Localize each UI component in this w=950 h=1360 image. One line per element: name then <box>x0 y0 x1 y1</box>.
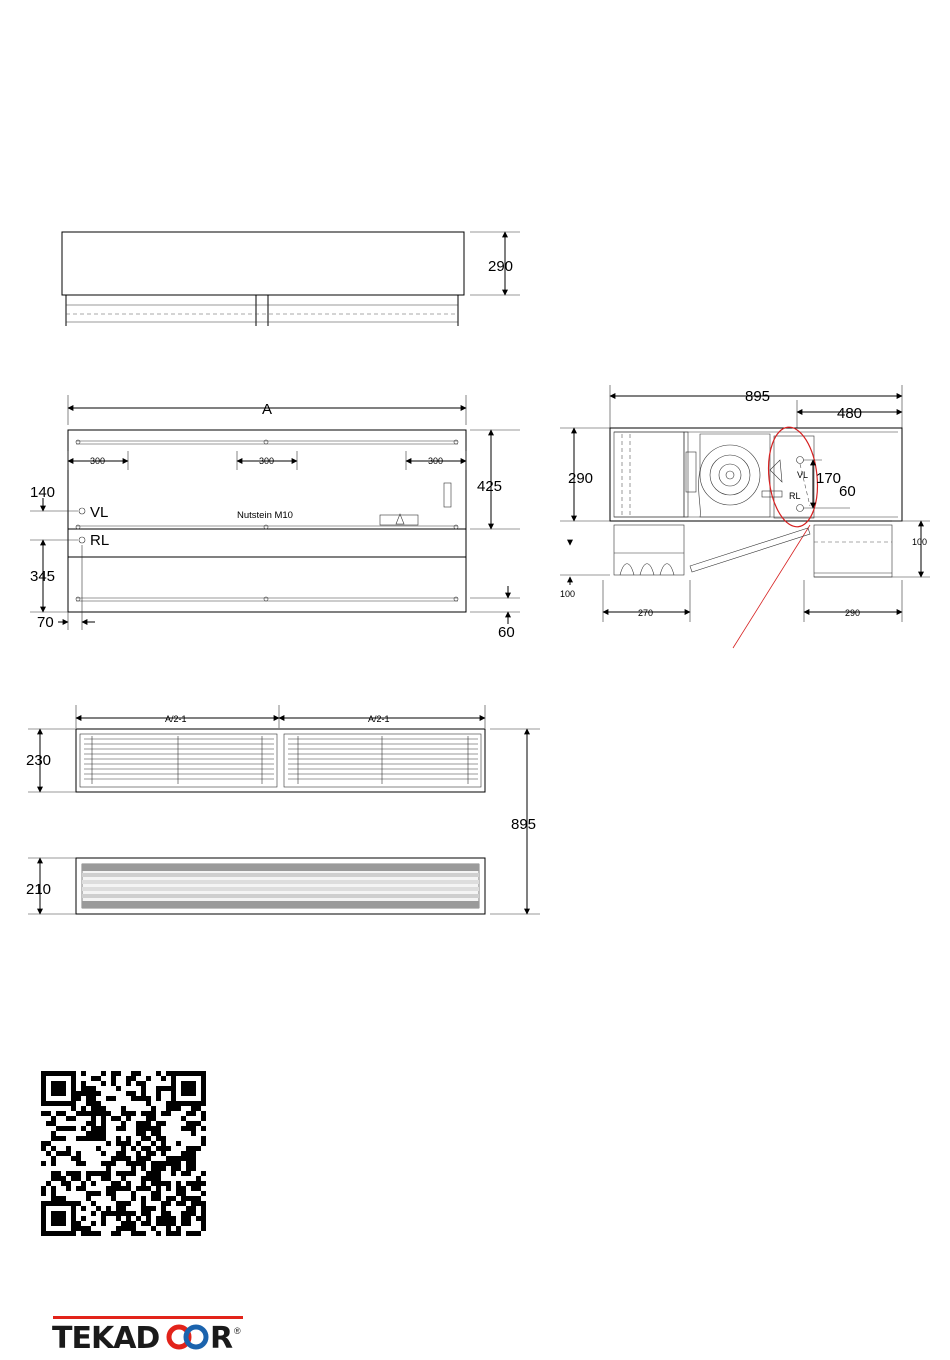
highlight-leader <box>733 525 810 648</box>
section-right-dim: 480 <box>837 405 863 422</box>
grille-half-right-dim: A/2-1 <box>368 714 390 724</box>
pipe-offset-dim: 60 <box>839 483 856 500</box>
plan-view <box>30 395 520 641</box>
rl-offset-dim: 345 <box>30 568 56 585</box>
logo-top-bar <box>53 1316 243 1319</box>
spacing-right-dim: 300 <box>428 456 444 466</box>
front-height-dim: 290 <box>488 258 514 275</box>
grille-total-height-dim: 895 <box>511 816 537 833</box>
upper-grille-height-dim: 230 <box>26 752 52 769</box>
plan-width-dim: A <box>262 401 273 418</box>
section-view <box>560 385 930 648</box>
pipe-distance-dim: 170 <box>816 470 842 487</box>
grille-views <box>26 705 540 914</box>
right-leg-dim: 100 <box>912 537 928 547</box>
spacing-left-dim: 300 <box>90 456 106 466</box>
right-base-dim: 290 <box>845 608 861 618</box>
plan-rl-label: RL <box>90 532 110 549</box>
grille-half-left-dim: A/2-1 <box>165 714 187 724</box>
left-base-dim: 270 <box>638 608 654 618</box>
upper-grille-slats <box>84 736 478 784</box>
edge-offset-dim: 70 <box>37 614 54 631</box>
plan-depth-dim: 425 <box>477 478 503 495</box>
logo-registered: ® <box>234 1326 241 1336</box>
section-vl-label: VL <box>797 470 809 480</box>
front-view <box>62 232 520 326</box>
tekadoor-logo <box>52 1316 243 1356</box>
plan-vl-label: VL <box>90 504 109 521</box>
spacing-mid-dim: 300 <box>259 456 275 466</box>
plan-bottom-dim: 60 <box>498 624 515 641</box>
nutstein-note: Nutstein M10 <box>237 510 293 521</box>
vl-offset-dim: 140 <box>30 484 56 501</box>
qr-code[interactable] <box>41 1071 206 1236</box>
section-height-dim: 290 <box>568 470 594 487</box>
logo-text-right: R <box>210 1321 233 1356</box>
left-leg-dim: 100 <box>560 589 576 599</box>
section-rl-label: RL <box>789 491 801 501</box>
lower-grille-height-dim: 210 <box>26 881 52 898</box>
logo-text-left: TEKAD <box>52 1321 160 1356</box>
section-width-dim: 895 <box>745 388 771 405</box>
